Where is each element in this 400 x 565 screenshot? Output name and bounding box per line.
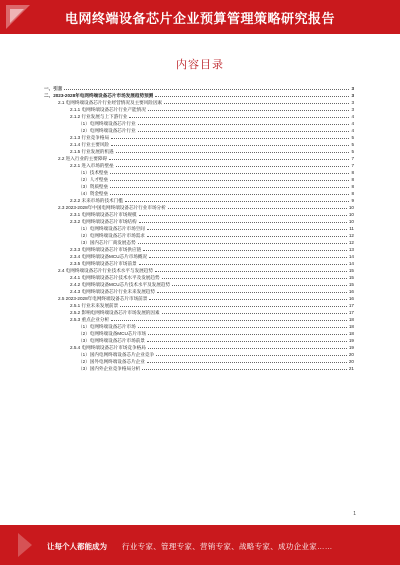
toc-entry-page: 20 <box>348 358 354 364</box>
toc-entry[interactable] <box>44 196 354 203</box>
toc-leader-dots <box>148 348 347 349</box>
toc-entry-label: （1）电网终端设备芯片市场 <box>78 323 136 329</box>
toc-entry-page: 18 <box>348 323 354 329</box>
toc-entry[interactable] <box>44 154 354 161</box>
toc-leader-dots <box>109 159 349 160</box>
toc-entry[interactable] <box>44 308 354 315</box>
toc-entry-label: 2.1.1 电网终端设备芯片行业产能情况 <box>70 106 146 112</box>
toc-entry[interactable] <box>44 245 354 252</box>
toc-entry-page: 8 <box>351 176 354 182</box>
toc-entry[interactable] <box>44 343 354 350</box>
toc-entry-label: 2.1.5 行业发展的机遇 <box>70 148 114 154</box>
page-number: 1 <box>353 511 356 517</box>
toc-entry[interactable] <box>44 350 354 357</box>
toc-entry-page: 4 <box>351 113 354 119</box>
toc-entry[interactable] <box>44 84 354 91</box>
toc-leader-dots <box>139 264 347 265</box>
toc-entry[interactable] <box>44 259 354 266</box>
toc-entry-label: （2）电网终端设备芯片行业 <box>78 127 136 133</box>
toc-entry-page: 10 <box>348 204 354 210</box>
toc-entry-label: 2.2 进入行业的主要障碍 <box>58 155 108 161</box>
toc-entry-label: （3）国内外企业竞争格局分析 <box>78 365 141 371</box>
toc-entry[interactable] <box>44 231 354 238</box>
toc-leader-dots <box>157 292 347 293</box>
toc-leader-dots <box>155 96 349 97</box>
toc-entry-page: 8 <box>351 169 354 175</box>
toc-entry-page: 20 <box>348 351 354 357</box>
toc-entry[interactable] <box>44 357 354 364</box>
toc-entry[interactable] <box>44 280 354 287</box>
toc-leader-dots <box>110 187 349 188</box>
toc-entry-page: 8 <box>351 183 354 189</box>
toc-leader-dots <box>110 194 349 195</box>
toc-entry[interactable] <box>44 175 354 182</box>
toc-entry[interactable] <box>44 336 354 343</box>
toc-entry-label: （1）国内电网终端设备芯片企业竞争 <box>78 351 155 357</box>
toc-entry-page: 11 <box>349 225 354 231</box>
toc-leader-dots <box>111 138 349 139</box>
toc-entry-label: （2）电网终端设备MCU芯片市场 <box>78 330 147 336</box>
toc-entry[interactable] <box>44 322 354 329</box>
toc-leader-dots <box>129 117 349 118</box>
toc-entry[interactable] <box>44 182 354 189</box>
toc-entry-page: 4 <box>351 120 354 126</box>
toc-entry[interactable] <box>44 140 354 147</box>
toc-leader-dots <box>139 222 347 223</box>
report-header <box>0 0 400 34</box>
toc-leader-dots <box>64 89 349 90</box>
toc-leader-dots <box>143 250 347 251</box>
toc-leader-dots <box>138 124 350 125</box>
toc-entry[interactable] <box>44 119 354 126</box>
toc-entry-page: 19 <box>348 337 354 343</box>
toc-leader-dots <box>147 362 347 363</box>
toc-entry-label: 2.1.3 行业竞争格局 <box>70 134 110 140</box>
toc-leader-dots <box>116 166 350 167</box>
toc-entry-page: 14 <box>348 260 354 266</box>
footer-triangle-icon <box>18 533 32 557</box>
toc-entry-label: （2）国外电网终端设备芯片企业 <box>78 358 145 364</box>
toc-leader-dots <box>111 145 349 146</box>
toc-entry-label: 2.1.4 行业主要风险 <box>70 141 110 147</box>
toc-entry[interactable] <box>44 112 354 119</box>
toc-entry-label: 2.5.1 行业未来发展前景 <box>70 302 119 308</box>
toc-entry[interactable] <box>44 161 354 168</box>
toc-entry[interactable] <box>44 91 354 98</box>
toc-leader-dots <box>148 334 347 335</box>
toc-leader-dots <box>168 208 347 209</box>
toc-entry-label: 2.4.3 电网终端设备芯片行业未来发展趋势 <box>70 288 155 294</box>
corner-decoration-icon <box>6 5 30 29</box>
toc-entry-label: （3）国内芯片厂商发展态势 <box>78 239 136 245</box>
toc-entry-page: 12 <box>348 232 354 238</box>
toc-entry[interactable] <box>44 315 354 322</box>
toc-entry[interactable] <box>44 301 354 308</box>
toc-leader-dots <box>172 285 347 286</box>
toc-entry[interactable] <box>44 98 354 105</box>
toc-entry-label: 2.1.2 行业发展与上下游行业 <box>70 113 128 119</box>
toc-entry-label: 2.5.4 电网终端设备芯片市场竞争格局 <box>70 344 146 350</box>
toc-leader-dots <box>138 243 347 244</box>
toc-entry-page: 19 <box>348 344 354 350</box>
toc-entry[interactable] <box>44 224 354 231</box>
toc-leader-dots <box>147 236 347 237</box>
toc-entry-page: 21 <box>348 365 354 371</box>
toc-leader-dots <box>149 257 347 258</box>
toc-entry-label: 2.3.3 电网终端设备芯片市场供应链 <box>70 246 142 252</box>
toc-leader-dots <box>116 152 350 153</box>
toc-entry-page: 18 <box>348 330 354 336</box>
toc-entry-label: 2.5.3 重点企业分析 <box>70 316 110 322</box>
toc-entry-label: 2.3.4 电网终端设备MCU芯片市场概况 <box>70 253 148 259</box>
toc-entry-label: （1）电网终端设备芯片市场空间 <box>78 225 145 231</box>
toc-entry[interactable] <box>44 147 354 154</box>
toc-entry-page: 15 <box>348 281 354 287</box>
toc-entry[interactable] <box>44 252 354 259</box>
toc-entry-page: 5 <box>351 134 354 140</box>
toc-entry-page: 7 <box>351 162 354 168</box>
toc-entry[interactable] <box>44 203 354 210</box>
toc-entry-page: 16 <box>348 295 354 301</box>
toc-entry-page: 12 <box>348 239 354 245</box>
toc-entry-label: 2.3.5 电网终端设备芯片市场前景 <box>70 260 137 266</box>
toc-leader-dots <box>110 180 349 181</box>
toc-entry-page: 7 <box>351 155 354 161</box>
toc-leader-dots <box>156 355 347 356</box>
toc-entry-label: 2.3.2 电网终端设备芯片市场结构 <box>70 218 137 224</box>
toc-entry-label: 2.1 电网终端设备芯片行业经营情况及主要风险因素 <box>58 99 163 105</box>
toc-entry-page: 15 <box>348 267 354 273</box>
toc-entry-page: 3 <box>351 85 354 91</box>
toc-entry-label: 2.5 2023-2028年电网终端设备芯片市场前景 <box>58 295 148 301</box>
toc-leader-dots <box>147 229 347 230</box>
toc-leader-dots <box>147 341 347 342</box>
toc-leader-dots <box>138 327 347 328</box>
toc-entry[interactable] <box>44 273 354 280</box>
toc-entry-label: （1）技术壁垒 <box>78 169 109 175</box>
toc-entry[interactable] <box>44 266 354 273</box>
table-of-contents <box>44 84 354 371</box>
toc-leader-dots <box>125 201 350 202</box>
toc-entry-page: 3 <box>351 106 354 112</box>
toc-entry-page: 16 <box>348 288 354 294</box>
toc-entry-label: 2.5.2 影响电网终端设备芯片市场发展的因素 <box>70 309 160 315</box>
footer-slogan-right: 行业专家、管理专家、营销专家、战略专家、成功企业家…… <box>122 542 333 551</box>
toc-leader-dots <box>155 271 347 272</box>
toc-entry-page: 4 <box>351 127 354 133</box>
toc-entry[interactable] <box>44 329 354 336</box>
toc-leader-dots <box>138 131 350 132</box>
toc-entry-label: 2.2.2 未来市场的技术门槛 <box>70 197 123 203</box>
toc-entry[interactable] <box>44 105 354 112</box>
toc-entry-page: 14 <box>348 253 354 259</box>
toc-entry-page: 13 <box>348 246 354 252</box>
toc-leader-dots <box>162 313 347 314</box>
toc-leader-dots <box>120 306 347 307</box>
toc-entry-label: 一、引言 <box>44 85 63 91</box>
toc-leader-dots <box>142 369 347 370</box>
toc-entry-label: 2.4 电网终端设备芯片行业技术水平与发展趋势 <box>58 267 153 273</box>
toc-entry[interactable] <box>44 238 354 245</box>
toc-entry-page: 10 <box>348 218 354 224</box>
toc-entry[interactable] <box>44 287 354 294</box>
toc-entry-page: 10 <box>348 211 354 217</box>
toc-entry-page: 5 <box>351 148 354 154</box>
toc-entry-page: 3 <box>351 99 354 105</box>
footer-banner <box>0 525 400 565</box>
toc-entry[interactable] <box>44 210 354 217</box>
toc-entry-page: 8 <box>351 190 354 196</box>
toc-leader-dots <box>148 110 350 111</box>
toc-leader-dots <box>164 103 349 104</box>
toc-leader-dots <box>110 173 349 174</box>
toc-leader-dots <box>162 278 347 279</box>
toc-entry[interactable] <box>44 189 354 196</box>
toc-leader-dots <box>139 215 347 216</box>
toc-entry-label: 二、2023-2028年电网终端设备芯片市场发展趋势预测 <box>44 92 154 98</box>
toc-entry-label: （2）人才壁垒 <box>78 176 109 182</box>
toc-entry-label: （2）电网终端设备芯片市场需求 <box>78 232 145 238</box>
toc-entry-label: （3）资质壁垒 <box>78 183 109 189</box>
toc-entry-page: 17 <box>348 309 354 315</box>
toc-entry-label: 2.4.1 电网终端设备芯片技术水平及发展趋势 <box>70 274 160 280</box>
toc-entry[interactable] <box>44 217 354 224</box>
toc-entry[interactable] <box>44 126 354 133</box>
toc-entry-label: 2.3 2023-2028年中国电网终端设备芯片行业市场分析 <box>58 204 166 210</box>
toc-entry-label: 2.4.2 电网终端设备MCU芯片技术水平及发展趋势 <box>70 281 171 287</box>
toc-entry-page: 17 <box>348 302 354 308</box>
toc-entry-label: （4）资金壁垒 <box>78 190 109 196</box>
toc-entry-page: 9 <box>351 197 354 203</box>
toc-entry[interactable] <box>44 364 354 371</box>
toc-leader-dots <box>111 320 347 321</box>
toc-entry-label: 2.3.1 电网终端设备芯片市场规模 <box>70 211 137 217</box>
toc-heading: 内容目录 <box>176 59 224 71</box>
report-title: 电网终端设备芯片企业预算管理策略研究报告 <box>64 10 335 26</box>
toc-entry-page: 5 <box>351 141 354 147</box>
toc-entry[interactable] <box>44 294 354 301</box>
toc-entry[interactable] <box>44 168 354 175</box>
toc-entry[interactable] <box>44 133 354 140</box>
toc-entry-label: （3）电网终端设备芯片市场前景 <box>78 337 145 343</box>
toc-entry-label: 2.2.1 进入市场的壁垒 <box>70 162 114 168</box>
toc-leader-dots <box>149 299 347 300</box>
toc-entry-page: 15 <box>348 274 354 280</box>
toc-entry-page: 18 <box>348 316 354 322</box>
toc-entry-page: 3 <box>351 92 354 98</box>
footer-slogan-left: 让每个人都能成为 <box>47 542 107 551</box>
toc-entry-label: （1）电网终端设备芯片行业 <box>78 120 136 126</box>
